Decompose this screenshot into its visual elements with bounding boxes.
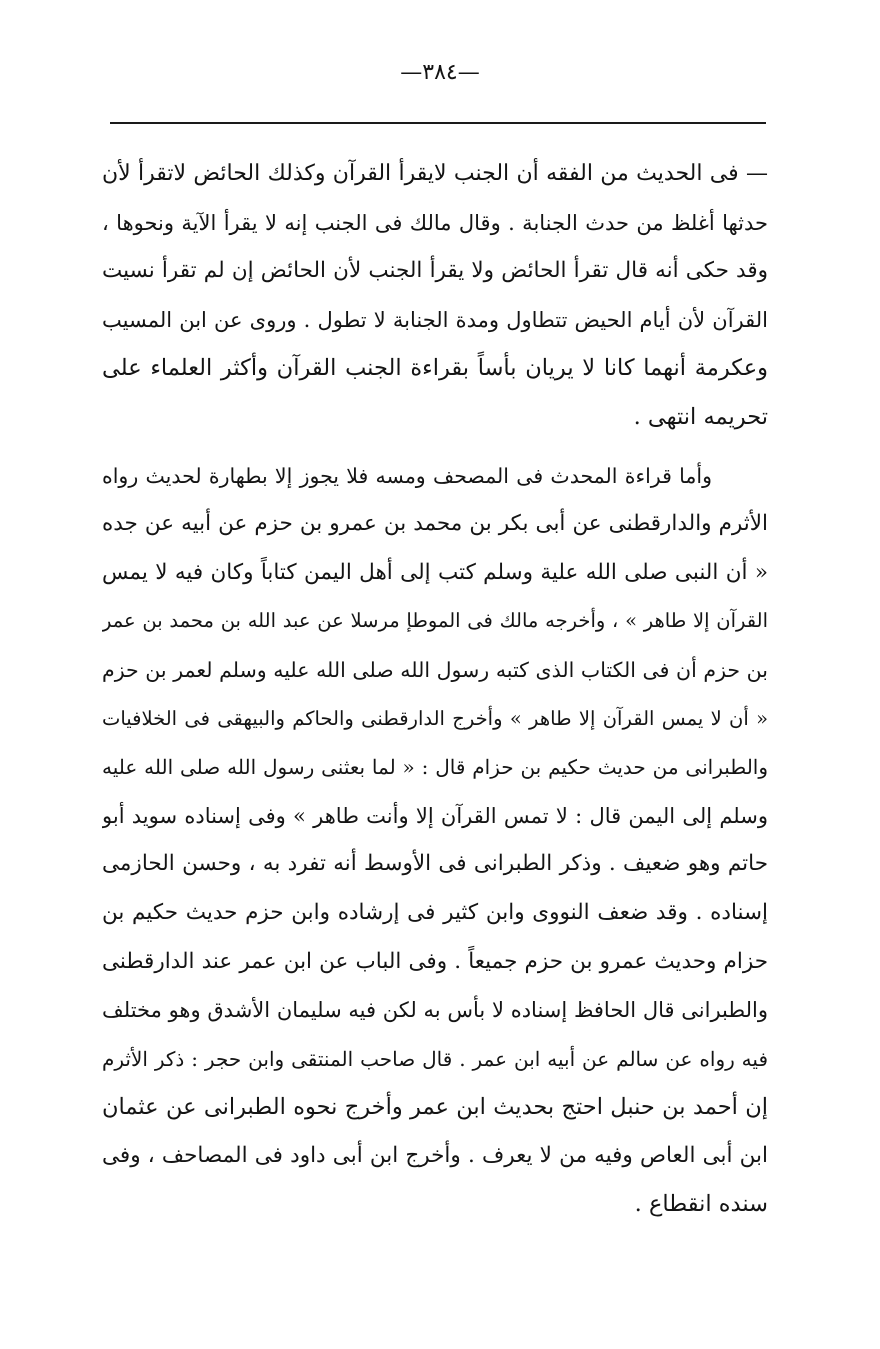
text-line: إسناده . وقد ضعف النووى وابن كثير فى إرشاده وابن حزم حديث حكيم بن: [102, 899, 768, 925]
text-line: إن أحمد بن حنبل احتج بحديث ابن عمر وأخرج نحوه الطبرانى عن عثمان: [102, 1094, 768, 1121]
page-body: [102, 150, 768, 1229]
text-line: حاتم وهو ضعيف . وذكر الطبرانى فى الأوسط أنه تفرد به ، وحسن الحازمى: [102, 851, 768, 877]
text-line: تحريمه انتهى .: [633, 403, 768, 430]
text-line: وأما قراءة المحدث فى المصحف ومسه فلا يجوز إلا بطهارة لحديث رواه: [102, 463, 712, 488]
text-line: والطبرانى من حديث حكيم بن حزام قال : « لما بعثنى رسول الله صلى الله عليه: [102, 755, 768, 780]
text-line: والطبرانى قال الحافظ إسناده لا بأس به لكن فيه سليمان الأشدق وهو مختلف: [102, 998, 768, 1023]
header-rule: [110, 122, 766, 124]
paragraph-2: [102, 452, 768, 1230]
text-line: حدثها أغلظ من حدث الجنابة . وقال مالك فى الجنب إنه لا يقرأ الآية ونحوها ،: [102, 210, 768, 235]
text-line: « أن لا يمس القرآن إلا طاهر » وأخرج الدارقطنى والحاكم والبيهقى فى الخلافيات: [102, 706, 768, 730]
text-line: وسلم إلى اليمن قال : لا تمس القرآن إلا وأنت طاهر » وفى إسناده سويد أبو: [102, 803, 768, 828]
paragraph-1: [102, 150, 768, 442]
text-line: — فى الحديث من الفقه أن الجنب لايقرأ القرآن وكذلك الحائض لاتقرأ لأن: [102, 161, 768, 186]
text-line: بن حزم أن فى الكتاب الذى كتبه رسول الله صلى الله عليه وسلم لعمر بن حزم: [102, 657, 768, 682]
text-line: « أن النبى صلى الله علية وسلم كتب إلى أهل اليمن كتاباً وكان فيه لا يمس: [102, 559, 768, 585]
text-line: الأثرم والدارقطنى عن أبى بكر بن محمد بن عمرو بن حزم عن أبيه عن جده: [102, 511, 768, 537]
page-number: —٣٨٤—: [400, 60, 480, 85]
text-line: وعكرمة أنهما كانا لا يريان بأساً بقراءة الجنب القرآن وأكثر العلماء على: [102, 355, 768, 382]
text-line: وقد حكى أنه قال تقرأ الحائض ولا يقرأ الجنب لأن الحائض إن لم تقرأ نسيت: [102, 258, 768, 284]
text-line: القرآن إلا طاهر » ، وأخرجه مالك فى الموطإ مرسلا عن عبد الله بن محمد بن عمر: [102, 609, 768, 633]
text-line: القرآن لأن أيام الحيض تتطاول ومدة الجنابة لا تطول . وروى عن ابن المسيب: [102, 307, 768, 332]
text-line: حزام وحديث عمرو بن حزم جميعاً . وفى الباب عن ابن عمر عند الدارقطنى: [102, 948, 768, 974]
text-line: ابن أبى العاص وفيه من لا يعرف . وأخرج ابن أبى داود فى المصاحف ، وفى: [102, 1142, 768, 1168]
text-line: فيه رواه عن سالم عن أبيه ابن عمر . قال صاحب المنتقى وابن حجر : ذكر الأثرم: [102, 1046, 768, 1071]
text-line: سنده انقطاع .: [634, 1191, 768, 1218]
